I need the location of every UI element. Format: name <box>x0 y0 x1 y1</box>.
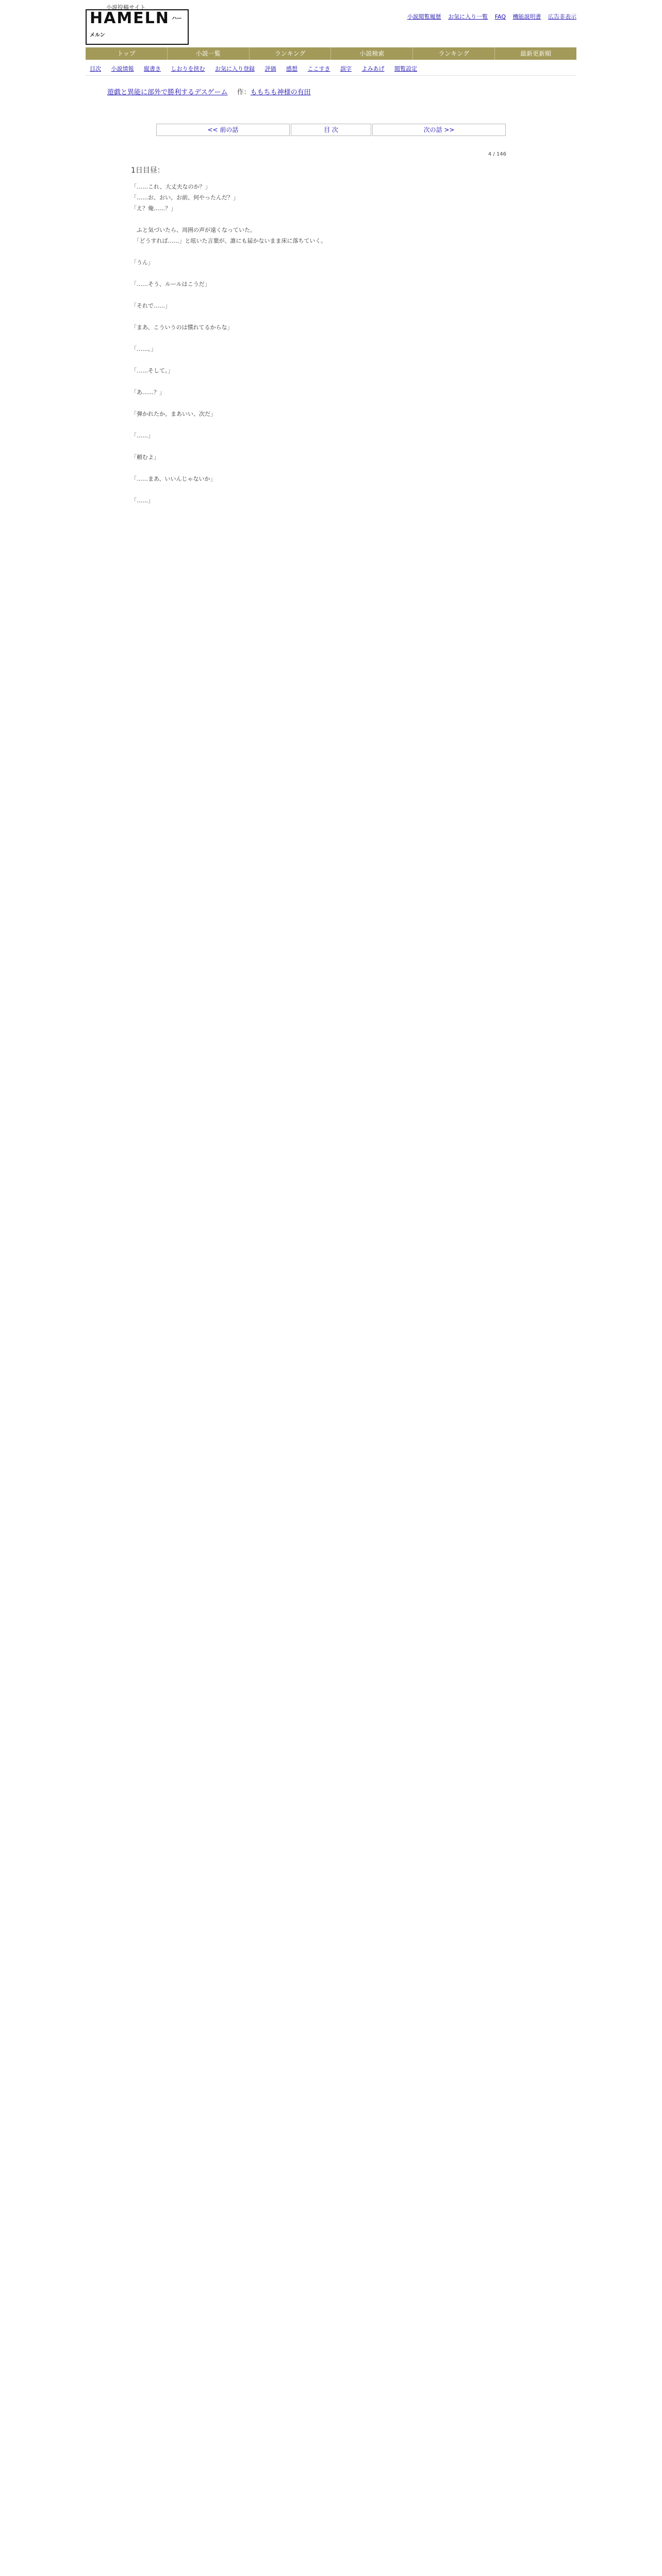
story-paragraph: ふと気づいたら、周囲の声が遠くなっていた。 <box>131 227 256 233</box>
story-paragraph: 「うん」 <box>131 259 154 266</box>
site-header <box>0 0 662 38</box>
subnav-rate[interactable]: 評価 <box>264 65 276 72</box>
toplink-manual[interactable]: 機能説明書 <box>512 13 541 20</box>
story-paragraph <box>131 419 507 430</box>
story-paragraph <box>131 214 507 225</box>
gnav-ranking[interactable]: ランキング <box>250 47 332 60</box>
subnav-comment[interactable]: 感想 <box>286 65 297 72</box>
story-paragraph <box>131 354 507 365</box>
story-title[interactable]: 遊戯と異能に部外で勝利するデスゲーム <box>107 89 228 96</box>
story-paragraph <box>131 333 507 344</box>
subnav-kokosuki[interactable]: ここすき <box>307 65 330 72</box>
author-link[interactable]: ももちも神様の有田 <box>250 89 311 96</box>
subnav-bookmark[interactable]: しおりを挟む <box>171 65 205 72</box>
story-paragraph: 「弾かれたか。まあいい、次だ」 <box>131 411 216 417</box>
story-paragraph: 「……お、おい。お前、何やったんだ？」 <box>131 194 239 201</box>
subnav-toc[interactable]: 目次 <box>90 65 101 72</box>
story-paragraph: 「……」 <box>131 497 154 504</box>
subnav-vertical[interactable]: 縦書き <box>144 65 161 72</box>
gnav-novel-list[interactable]: 小説一覧 <box>168 47 250 60</box>
subnav-typo[interactable]: 誤字 <box>340 65 352 72</box>
story-paragraph: 「……そして。」 <box>131 367 174 374</box>
story-paragraph <box>131 484 507 495</box>
prev-chapter-button[interactable]: << 前の話 <box>156 124 290 136</box>
story-paragraph: 「それで……」 <box>131 302 171 309</box>
story-paragraph: 「……そう、ルールはこうだ」 <box>131 281 210 287</box>
global-nav <box>86 47 576 60</box>
story-paragraph <box>131 246 507 257</box>
story-paragraph <box>131 441 507 452</box>
story-body <box>131 181 507 506</box>
story-paragraph: 「……」 <box>131 432 154 439</box>
story-paragraph <box>131 290 507 300</box>
story-heading <box>107 87 311 96</box>
gnav-search[interactable]: 小説検索 <box>331 47 413 60</box>
story-paragraph <box>131 311 507 322</box>
story-paragraph <box>131 376 507 387</box>
next-chapter-button[interactable]: 次の話 >> <box>372 124 506 136</box>
chapter-title: 1日目昼： <box>131 166 164 175</box>
gnav-latest[interactable]: 最新更新順 <box>520 50 552 57</box>
logo-mark: HAMELN ハーメルン <box>86 9 189 45</box>
site-logo[interactable] <box>86 3 189 38</box>
toc-button[interactable]: 目 次 <box>291 124 371 136</box>
story-author-line: 作：ももちも神様の有田 <box>237 89 311 96</box>
story-paragraph: 「……これ、大丈夫なのか？」 <box>131 183 211 190</box>
toplink-history[interactable]: 小説閲覧履歴 <box>407 13 441 20</box>
subnav-readaloud[interactable]: よみあげ <box>361 65 385 72</box>
story-paragraph <box>131 268 507 279</box>
story-paragraph: 「あ……？」 <box>131 389 165 396</box>
page-number: 4 / 146 <box>488 151 506 157</box>
toplink-favorites[interactable]: お気に入り一覧 <box>448 13 488 20</box>
story-paragraph: 「頼むよ」 <box>131 454 159 461</box>
story-subnav <box>86 63 576 76</box>
story-paragraph <box>131 398 507 409</box>
gnav-ranking-2[interactable]: ランキング <box>413 47 495 60</box>
toplink-hide-ads[interactable]: 広告非表示 <box>548 13 576 20</box>
subnav-info[interactable]: 小説情報 <box>111 65 134 72</box>
gnav-top[interactable]: トップ <box>86 47 168 60</box>
story-paragraph: 「どうすれば……」と呟いた言葉が、誰にも届かないまま床に落ちていく。 <box>131 238 327 244</box>
site-tagline: 小説投稿サイト <box>106 4 146 11</box>
story-paragraph: 「まあ、こういうのは慣れてるからな」 <box>131 324 233 331</box>
subnav-favorite[interactable]: お気に入り登録 <box>215 65 255 72</box>
top-links <box>402 12 576 21</box>
subnav-settings[interactable]: 閲覧設定 <box>394 65 417 72</box>
chapter-nav-top <box>156 124 506 136</box>
story-paragraph: 「……。」 <box>131 346 157 352</box>
story-paragraph <box>131 463 507 473</box>
toplink-faq[interactable]: FAQ <box>494 13 506 20</box>
story-paragraph: 「え？俺……？」 <box>131 205 176 212</box>
story-paragraph: 「……まあ、いいんじゃないか」 <box>131 476 216 482</box>
